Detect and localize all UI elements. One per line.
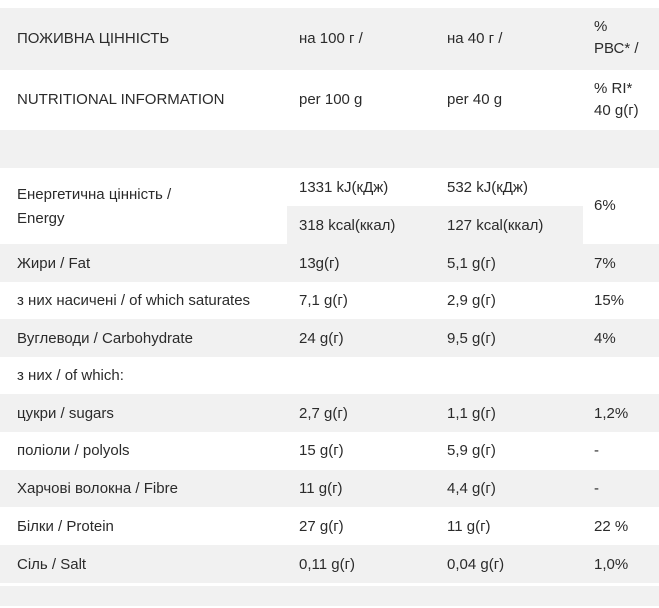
table-row: [0, 244, 659, 282]
row-rda: -: [594, 480, 599, 497]
row-per100: 13g(г): [299, 255, 340, 272]
header-name-ua: ПОЖИВНА ЦІННІСТЬ: [17, 30, 170, 47]
header-rda-ua-line1: %: [594, 18, 608, 35]
energy-kj-per100: 1331 kJ(кДж): [299, 179, 389, 196]
row-per40: 11 g(г): [447, 518, 491, 535]
row-per40: 0,04 g(г): [447, 556, 505, 573]
header-row-ukrainian: [0, 8, 659, 70]
header-per40-en: per 40 g: [447, 91, 503, 108]
table-row: [0, 545, 659, 583]
spacer-row: [0, 130, 659, 168]
energy-kj-per40: 532 kJ(кДж): [447, 179, 528, 196]
table-row: [0, 507, 659, 545]
table-row: [0, 282, 659, 319]
header-name-en: NUTRITIONAL INFORMATION: [17, 91, 225, 108]
table-row: [0, 319, 659, 357]
table-row: [0, 432, 659, 470]
row-per100: 24 g(г): [299, 330, 344, 347]
header-rda-en-line2: 40 g(г): [594, 102, 639, 119]
row-rda: 22 %: [594, 518, 629, 535]
header-rda-ua-line2: РВС* /: [594, 40, 639, 57]
row-per100: 7,1 g(г): [299, 292, 348, 309]
row-per40: 5,9 g(г): [447, 442, 496, 459]
table-row: [0, 470, 659, 507]
row-per40: 2,9 g(г): [447, 292, 496, 309]
table-row: [0, 394, 659, 432]
energy-kcal-per40: 127 kcal(ккал): [447, 217, 544, 234]
row-rda: 1,2%: [594, 405, 629, 422]
header-per100-en: per 100 g: [299, 91, 363, 108]
row-per40: 1,1 g(г): [447, 405, 496, 422]
row-name: з них насичені / of which saturates: [17, 292, 251, 309]
row-per40: 5,1 g(г): [447, 255, 496, 272]
row-name: Білки / Protein: [17, 518, 114, 535]
row-per40: 4,4 g(г): [447, 480, 496, 497]
row-rda: 7%: [594, 255, 616, 272]
row-name: Сіль / Salt: [17, 556, 87, 573]
energy-kcal-per100: 318 kcal(ккал): [299, 217, 396, 234]
row-per40: 9,5 g(г): [447, 330, 496, 347]
table-row: [0, 357, 659, 394]
row-rda: 15%: [594, 292, 625, 309]
header-per40-ua: на 40 г /: [447, 30, 503, 47]
row-name: поліоли / polyols: [17, 442, 130, 459]
header-row-english: [0, 70, 659, 130]
row-rda: 4%: [594, 330, 616, 347]
row-name: з них / of which:: [17, 367, 124, 384]
nutrition-table: [0, 8, 659, 606]
row-per100: 2,7 g(г): [299, 405, 348, 422]
energy-name-line1: Енергетична цінність /: [17, 186, 172, 203]
row-rda: 1,0%: [594, 556, 629, 573]
row-per100: 15 g(г): [299, 442, 344, 459]
row-name: Харчові волокна / Fibre: [17, 480, 178, 497]
row-name: Вуглеводи / Carbohydrate: [17, 330, 193, 347]
row-per100: 0,11 g(г): [299, 556, 356, 573]
energy-rda: 6%: [594, 197, 616, 214]
row-rda: -: [594, 442, 599, 459]
row-per100: 11 g(г): [299, 480, 343, 497]
header-per100-ua: на 100 г /: [299, 30, 363, 47]
header-rda-en-line1: % RI*: [594, 80, 633, 97]
energy-name-line2: Energy: [17, 210, 65, 227]
row-per100: 27 g(г): [299, 518, 344, 535]
row-name: цукри / sugars: [17, 405, 114, 422]
row-name: Жири / Fat: [17, 255, 91, 272]
spacer-row: [0, 586, 659, 606]
energy-row: [0, 168, 659, 244]
